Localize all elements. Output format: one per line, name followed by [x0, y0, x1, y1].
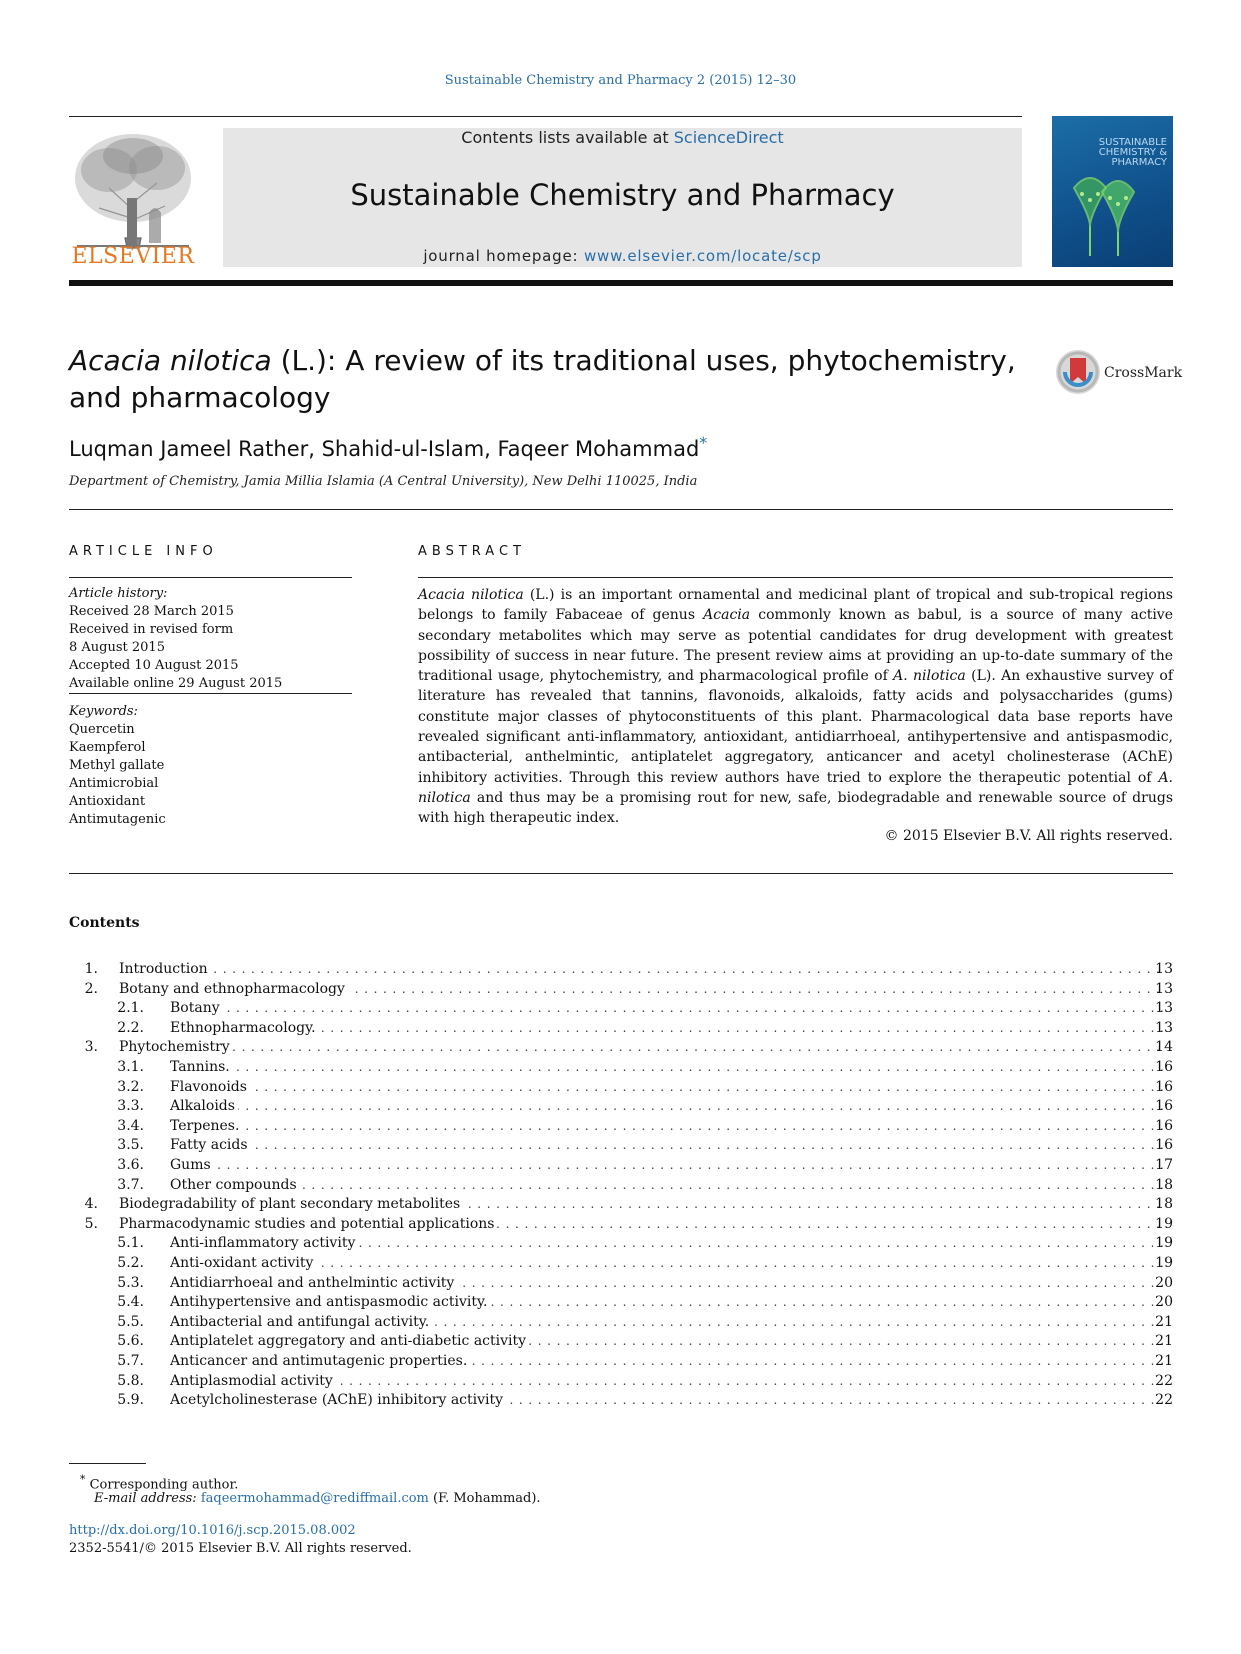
- abstract-part: (L). An exhaustive survey of literature has revealed that tannins, flavonoids, alkaloids, fatty acids and polysaccharides (gums) constitute major classes of phytoconstituents of this plant. Pharmacological data base reports have revealed significant anti-inflammatory, antioxidant, antidiarrhoeal, antihypertensive and antispasmodic, antibacterial, anthelmintic, antiplatelet aggregatory, anticancer and acetyl cholinesterase (AChE) inhibitory activities. Through this review authors have tried to explore the therapeutic potential of: [418, 668, 1173, 786]
- toc-page: 16: [1155, 1078, 1173, 1095]
- abstract-part: and thus may be a promising rout for new, safe, biodegradable and renewable source of drugs with high therapeutic index.: [418, 789, 1173, 827]
- toc-title[interactable]: [170, 1155, 1167, 1175]
- title-rest: (L.): A review of its traditional uses, phytochemistry, and pharmacology: [69, 344, 1016, 414]
- toc-number: 2.: [84, 980, 98, 997]
- elsevier-logo-text: ELSEVIER: [71, 244, 195, 269]
- article-history: [69, 585, 352, 693]
- toc-title-text: Introduction: [119, 961, 211, 977]
- toc-page: 22: [1155, 1372, 1173, 1389]
- toc-page: 22: [1155, 1392, 1173, 1409]
- toc-title[interactable]: [170, 1253, 1167, 1273]
- toc-title[interactable]: [170, 1312, 1167, 1332]
- toc-title[interactable]: [170, 1018, 1167, 1038]
- toc-number: 3.5.: [117, 1137, 144, 1154]
- toc-number: 5.8.: [117, 1372, 144, 1389]
- toc-number: 3.: [84, 1039, 98, 1056]
- keyword: Kaempferol: [69, 740, 146, 755]
- toc-row[interactable]: [0, 1292, 1241, 1312]
- toc-title[interactable]: [170, 1057, 1167, 1077]
- toc-number: 5.3.: [117, 1274, 144, 1291]
- section-rule: [69, 509, 1173, 510]
- toc-title[interactable]: [119, 979, 1167, 999]
- toc-row[interactable]: [0, 979, 1241, 999]
- toc-title[interactable]: [119, 1214, 1167, 1234]
- history-rule: [69, 693, 352, 694]
- toc-page: 13: [1155, 1000, 1173, 1017]
- toc-number: 5.: [84, 1215, 98, 1232]
- abstract-part: commonly known as babul, is a source of many active secondary metabolites which may serve as potential candidates for drug development with greatest possibility of success in near future. The present review aims at providing an up-to-date summary of the traditional usage, phytochemistry, and pharmacological profile of: [418, 607, 1173, 685]
- toc-number: 3.6.: [117, 1157, 144, 1173]
- toc-title-text: Fatty acids: [170, 1137, 251, 1153]
- keyword: Quercetin: [69, 722, 135, 737]
- toc-page: 18: [1155, 1176, 1173, 1193]
- email-suffix: (F. Mohammad).: [428, 1491, 541, 1506]
- keywords: [69, 703, 352, 829]
- cover-leaves-icon: [1052, 116, 1173, 267]
- toc-title[interactable]: [170, 1175, 1167, 1195]
- history-item: 8 August 2015: [69, 640, 165, 655]
- toc-row[interactable]: [0, 1214, 1241, 1234]
- toc-number: 1.: [84, 961, 98, 977]
- toc-row[interactable]: [0, 1351, 1241, 1371]
- keywords-label: Keywords:: [69, 704, 138, 719]
- toc-page: 16: [1155, 1117, 1173, 1134]
- keyword: Methyl gallate: [69, 758, 165, 773]
- toc-title-text: Pharmacodynamic studies and potential applications: [119, 1216, 497, 1232]
- toc-page: 13: [1155, 980, 1173, 997]
- toc-title-text: Alkaloids: [170, 1098, 238, 1114]
- toc-row[interactable]: [0, 1371, 1241, 1391]
- toc-title[interactable]: [170, 1233, 1167, 1253]
- toc-title-text: Tannins.: [170, 1059, 233, 1075]
- toc-number: 5.9.: [117, 1392, 144, 1409]
- toc-page: 16: [1155, 1098, 1173, 1115]
- toc-title[interactable]: [170, 1077, 1167, 1097]
- history-label: Article history:: [69, 586, 168, 601]
- footnote-rule: [69, 1463, 146, 1464]
- toc-title-text: Anticancer and antimutagenic properties.: [170, 1353, 470, 1369]
- toc-title-text: Terpenes.: [170, 1118, 242, 1134]
- toc-title[interactable]: [170, 1116, 1167, 1136]
- toc-number: 5.5.: [117, 1313, 144, 1330]
- toc-row[interactable]: [0, 1312, 1241, 1332]
- toc-number: 4.: [84, 1196, 98, 1213]
- toc-page: 16: [1155, 1137, 1173, 1154]
- section-rule: [69, 873, 1173, 874]
- email-link[interactable]: faqeermohammad@rediffmail.com: [200, 1491, 429, 1506]
- toc-row[interactable]: [0, 1233, 1241, 1253]
- sciencedirect-link[interactable]: ScienceDirect: [673, 128, 784, 147]
- keyword: Antimicrobial: [69, 776, 159, 791]
- toc-page: 18: [1155, 1196, 1173, 1213]
- toc-page: 21: [1155, 1333, 1173, 1350]
- history-item: Received in revised form: [69, 622, 234, 637]
- abstract-heading: ABSTRACT: [418, 544, 526, 559]
- cover-title: SUSTAINABLE CHEMISTRY & PHARMACY: [1098, 137, 1167, 168]
- contents-heading: Contents: [69, 915, 140, 931]
- abstract-species: Acacia nilotica: [418, 587, 524, 603]
- toc-title-text: Anti-oxidant activity: [170, 1255, 316, 1271]
- history-item: Accepted 10 August 2015: [69, 658, 239, 673]
- toc-page: 17: [1155, 1157, 1173, 1173]
- toc-number: 5.1.: [117, 1235, 144, 1252]
- homepage-link[interactable]: www.elsevier.com/locate/scp: [583, 247, 822, 265]
- corresponding-label: Corresponding author.: [89, 1477, 239, 1493]
- toc-title[interactable]: [170, 1331, 1167, 1351]
- toc-page: 20: [1155, 1294, 1173, 1311]
- toc-row[interactable]: [0, 1331, 1241, 1351]
- abstract-genus: Acacia: [703, 607, 751, 624]
- toc-title[interactable]: [170, 1292, 1167, 1312]
- toc-title[interactable]: [119, 1037, 1167, 1057]
- toc-page: 19: [1155, 1215, 1173, 1232]
- toc-row[interactable]: [0, 1116, 1241, 1136]
- journal-homepage-line: [223, 247, 1022, 265]
- footnote-corresponding: [80, 1473, 238, 1492]
- toc-page: 13: [1155, 961, 1173, 977]
- toc-title[interactable]: [170, 1135, 1167, 1155]
- crossmark-label[interactable]: CrossMark: [1104, 365, 1183, 381]
- toc-number: 3.2.: [117, 1078, 144, 1095]
- toc-title-text: Ethnopharmacology.: [170, 1020, 319, 1036]
- toc-title-text: Flavonoids: [170, 1079, 250, 1095]
- toc-title-text: Biodegradability of plant secondary metabolites: [119, 1196, 463, 1212]
- contents-available-line: [223, 128, 1022, 147]
- toc-row[interactable]: [0, 1253, 1241, 1273]
- toc-page: 21: [1155, 1313, 1173, 1330]
- toc-title[interactable]: [119, 959, 1167, 979]
- toc-title-text: Antibacterial and antifungal activity.: [170, 1314, 432, 1330]
- toc-title-text: Other compounds: [170, 1177, 300, 1193]
- header-thick-rule: [69, 280, 1173, 286]
- authors-text: Luqman Jameel Rather, Shahid-ul-Islam, Faqeer Mohammad: [69, 437, 700, 461]
- toc-title[interactable]: [170, 1273, 1167, 1293]
- toc-title[interactable]: [170, 1096, 1167, 1116]
- journal-cover-image: [1052, 116, 1173, 267]
- toc-page: 13: [1155, 1019, 1173, 1036]
- toc-title-text: Anti-inflammatory activity: [170, 1235, 358, 1251]
- toc-number: 3.1.: [117, 1059, 144, 1075]
- crossmark-icon[interactable]: [1054, 348, 1102, 396]
- history-item: Received 28 March 2015: [69, 604, 234, 619]
- contents-prefix: Contents lists available at: [461, 128, 674, 147]
- toc-number: 2.2.: [117, 1019, 144, 1036]
- toc-title-text: Antiplatelet aggregatory and anti-diabetic activity: [170, 1333, 529, 1349]
- toc-page: 16: [1155, 1059, 1173, 1075]
- abstract-rule: [418, 577, 1173, 578]
- footnote-email: [94, 1491, 541, 1506]
- toc-title[interactable]: [119, 1194, 1167, 1214]
- article-title: [69, 342, 1039, 416]
- toc-row[interactable]: [0, 1135, 1241, 1155]
- footnote-mark: *: [80, 1473, 86, 1486]
- corresponding-author-mark[interactable]: *: [699, 433, 708, 452]
- issn-line: 2352-5541/© 2015 Elsevier B.V. All rights reserved.: [69, 1541, 412, 1556]
- toc-title-text: Botany and ethnopharmacology: [119, 981, 348, 997]
- email-label: E-mail address:: [94, 1491, 201, 1506]
- toc-row[interactable]: [0, 1037, 1241, 1057]
- toc-row[interactable]: [0, 1155, 1241, 1175]
- toc-number: 5.4.: [117, 1294, 144, 1311]
- toc-number: 3.3.: [117, 1098, 144, 1115]
- abstract-species: A. nilotica: [893, 668, 966, 685]
- homepage-prefix: journal homepage:: [423, 247, 584, 265]
- toc-row[interactable]: [0, 959, 1241, 979]
- toc-title-text: Botany: [170, 1000, 223, 1016]
- article-info-rule: [69, 577, 352, 578]
- toc-page: 14: [1155, 1039, 1173, 1056]
- abstract-part: (L.) is an important ornamental and medicinal plant of tropical and sub-tropical regions belongs to family Fabaceae of genus: [418, 587, 1173, 624]
- doi-link[interactable]: http://dx.doi.org/10.1016/j.scp.2015.08.002: [69, 1523, 356, 1538]
- journal-name: Sustainable Chemistry and Pharmacy: [350, 178, 895, 212]
- toc-row[interactable]: [0, 1175, 1241, 1195]
- toc-title[interactable]: [170, 998, 1167, 1018]
- history-item: Available online 29 August 2015: [69, 676, 283, 691]
- journal-citation[interactable]: Sustainable Chemistry and Pharmacy 2 (2015) 12–30: [444, 73, 797, 88]
- abstract-text: [418, 585, 1173, 829]
- affiliation: Department of Chemistry, Jamia Millia Islamia (A Central University), New Delhi 110025, India: [69, 474, 698, 489]
- article-info-heading: ARTICLE INFO: [69, 544, 218, 559]
- toc-row[interactable]: [0, 1018, 1241, 1038]
- toc-row[interactable]: [0, 1096, 1241, 1116]
- toc-row[interactable]: [0, 998, 1241, 1018]
- toc-row[interactable]: [0, 1194, 1241, 1214]
- top-rule: [69, 116, 1022, 117]
- toc-number: 3.4.: [117, 1117, 144, 1134]
- toc-title[interactable]: [170, 1371, 1167, 1391]
- toc-title-text: Acetylcholinesterase (AChE) inhibitory activity: [170, 1392, 506, 1408]
- toc-title[interactable]: [170, 1390, 1167, 1410]
- toc-row[interactable]: [0, 1273, 1241, 1293]
- toc-title-text: Antidiarrhoeal and anthelmintic activity: [170, 1275, 457, 1291]
- toc-title-text: Antihypertensive and antispasmodic activity.: [170, 1294, 491, 1310]
- toc-number: 2.1.: [117, 1000, 144, 1017]
- toc-row[interactable]: [0, 1390, 1241, 1410]
- toc-title-text: Phytochemistry: [119, 1039, 233, 1055]
- toc-page: 19: [1155, 1235, 1173, 1252]
- abstract-copyright: © 2015 Elsevier B.V. All rights reserved.: [884, 828, 1173, 844]
- author-list: [69, 433, 707, 461]
- toc-page: 19: [1155, 1255, 1173, 1271]
- toc-number: 5.6.: [117, 1333, 144, 1350]
- toc-number: 5.7.: [117, 1353, 144, 1369]
- toc-page: 21: [1155, 1353, 1173, 1369]
- toc-title-text: Gums: [170, 1157, 214, 1173]
- toc-number: 5.2.: [117, 1255, 144, 1271]
- keyword: Antioxidant: [69, 794, 146, 809]
- abstract-species: A. nilotica: [418, 769, 1173, 806]
- toc-title-text: Antiplasmodial activity: [170, 1373, 336, 1389]
- toc-title[interactable]: [170, 1351, 1167, 1371]
- toc-page: 20: [1155, 1274, 1173, 1291]
- keyword: Antimutagenic: [69, 812, 166, 827]
- toc-number: 3.7.: [117, 1176, 144, 1193]
- toc-row[interactable]: [0, 1057, 1241, 1077]
- title-species: Acacia nilotica: [69, 344, 272, 377]
- toc-row[interactable]: [0, 1077, 1241, 1097]
